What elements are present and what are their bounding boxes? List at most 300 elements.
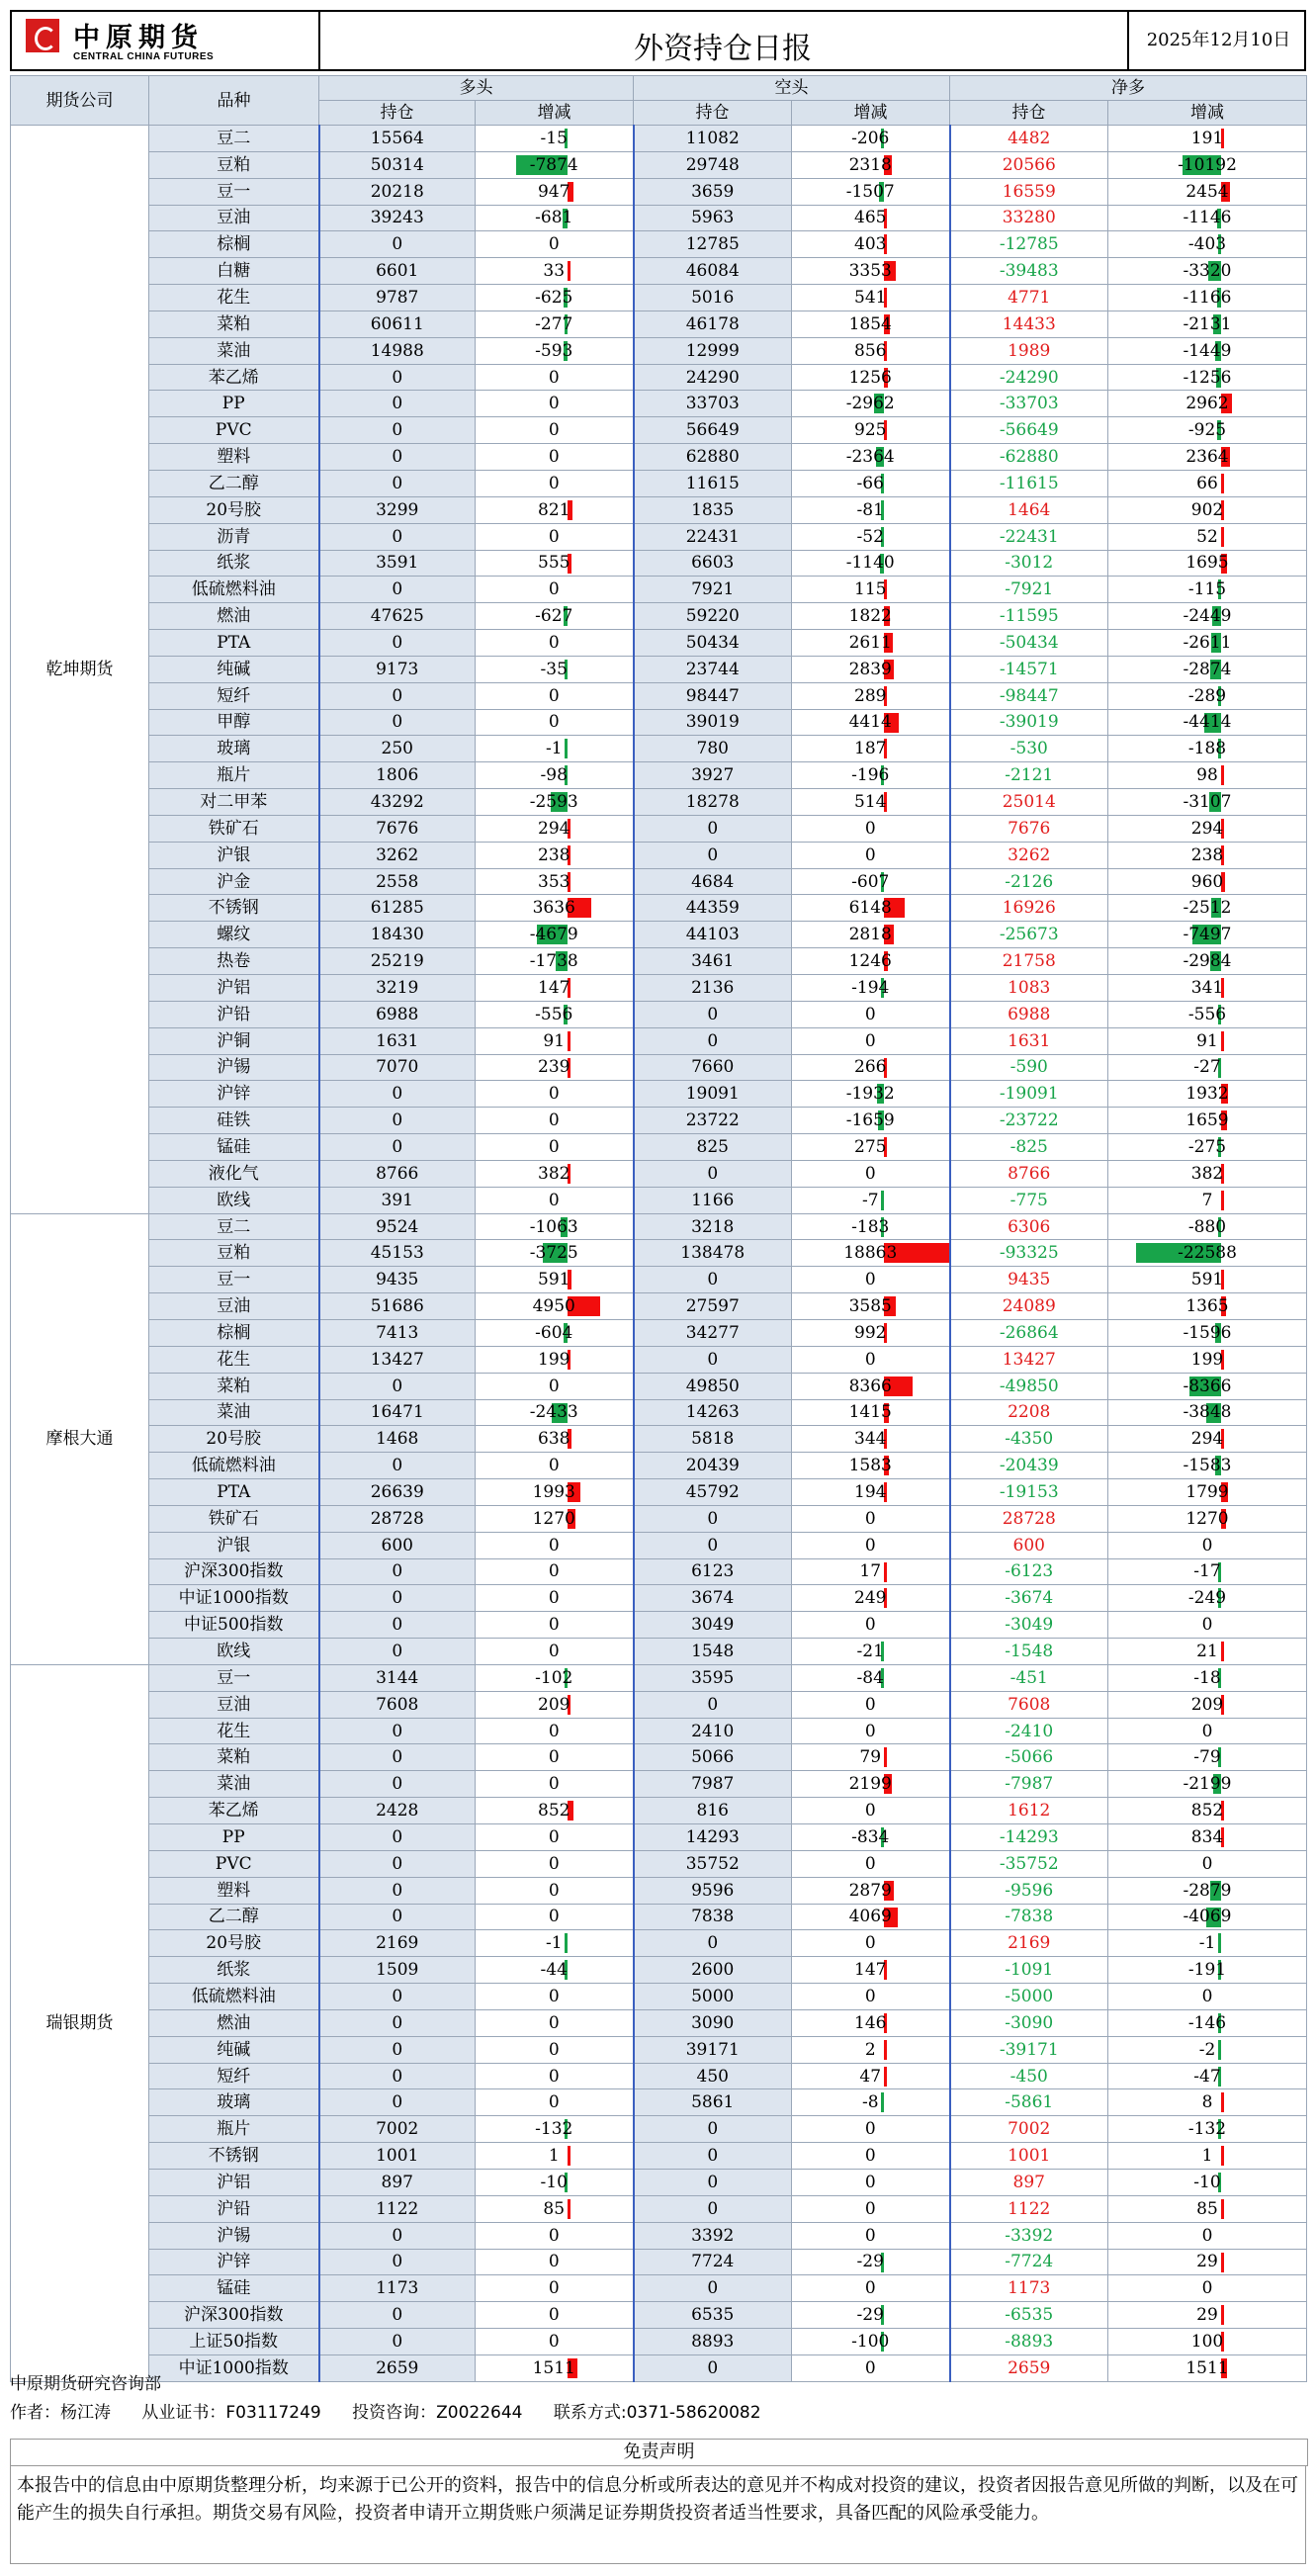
long-position: 14988 bbox=[319, 337, 476, 364]
long-change-value: 0 bbox=[548, 2305, 560, 2326]
long-position: 0 bbox=[319, 1373, 476, 1399]
header-short: 空头 bbox=[634, 76, 950, 101]
short-change bbox=[792, 311, 950, 337]
net-change bbox=[1108, 1612, 1307, 1639]
short-change-value: 2818 bbox=[848, 925, 892, 945]
short-change-value: 6148 bbox=[848, 898, 892, 919]
net-change-value: 66 bbox=[1196, 473, 1218, 493]
variety-name: 玻璃 bbox=[149, 736, 319, 762]
long-change bbox=[476, 151, 634, 178]
variety-name: 不锈钢 bbox=[149, 2143, 319, 2170]
net-position: 2208 bbox=[950, 1399, 1108, 1426]
short-change-value: 0 bbox=[864, 2278, 876, 2299]
short-change bbox=[792, 1505, 950, 1532]
header-long-chg: 增减 bbox=[476, 101, 634, 126]
short-change bbox=[792, 682, 950, 709]
long-change bbox=[476, 1957, 634, 1984]
table-row bbox=[11, 975, 1307, 1002]
net-change-value: 98 bbox=[1196, 765, 1218, 786]
short-change-value: 0 bbox=[864, 1349, 876, 1370]
variety-name: 豆油 bbox=[149, 205, 319, 231]
net-change bbox=[1108, 1108, 1307, 1134]
positive-bar bbox=[1221, 2092, 1224, 2112]
long-position: 20218 bbox=[319, 178, 476, 205]
table-row bbox=[11, 1001, 1307, 1027]
net-change bbox=[1108, 470, 1307, 496]
net-position: 25014 bbox=[950, 789, 1108, 816]
net-change bbox=[1108, 1877, 1307, 1904]
long-position: 0 bbox=[319, 1824, 476, 1851]
short-change bbox=[792, 2329, 950, 2355]
long-position: 1509 bbox=[319, 1957, 476, 1984]
short-change bbox=[792, 1718, 950, 1744]
net-change-value: -18 bbox=[1193, 1667, 1221, 1688]
short-position: 0 bbox=[634, 1346, 792, 1373]
long-change bbox=[476, 2302, 634, 2329]
net-change-value: 0 bbox=[1201, 1986, 1213, 2006]
table-row bbox=[11, 1240, 1307, 1267]
long-position: 0 bbox=[319, 1585, 476, 1612]
long-change bbox=[476, 789, 634, 816]
variety-name: 豆粕 bbox=[149, 151, 319, 178]
net-position: 1464 bbox=[950, 496, 1108, 523]
net-change bbox=[1108, 789, 1307, 816]
short-change bbox=[792, 1877, 950, 1904]
long-change bbox=[476, 1426, 634, 1453]
net-change bbox=[1108, 1213, 1307, 1240]
variety-name: 豆二 bbox=[149, 1213, 319, 1240]
long-position: 0 bbox=[319, 444, 476, 471]
net-change-value: -275 bbox=[1187, 1136, 1227, 1157]
short-position: 11082 bbox=[634, 126, 792, 152]
header-long-pos: 持仓 bbox=[319, 101, 476, 126]
net-change-value: 2962 bbox=[1185, 394, 1229, 414]
short-change-value: 266 bbox=[854, 1057, 887, 1078]
short-position: 780 bbox=[634, 736, 792, 762]
long-position: 9435 bbox=[319, 1267, 476, 1293]
short-position: 3461 bbox=[634, 948, 792, 975]
net-change-value: -2512 bbox=[1183, 898, 1232, 919]
net-position: -12785 bbox=[950, 231, 1108, 258]
long-position: 0 bbox=[319, 364, 476, 391]
net-change-value: -27 bbox=[1193, 1057, 1221, 1078]
long-change bbox=[476, 868, 634, 895]
long-change-value: -627 bbox=[535, 606, 573, 627]
table-row bbox=[11, 922, 1307, 948]
net-position: 1173 bbox=[950, 2275, 1108, 2302]
long-position: 25219 bbox=[319, 948, 476, 975]
long-change bbox=[476, 1453, 634, 1479]
long-position: 0 bbox=[319, 2329, 476, 2355]
short-change-value: 2879 bbox=[848, 1880, 892, 1901]
net-change-value: -1 bbox=[1198, 1933, 1216, 1954]
table-row bbox=[11, 1824, 1307, 1851]
net-change bbox=[1108, 682, 1307, 709]
table-row bbox=[11, 1744, 1307, 1771]
short-position: 35752 bbox=[634, 1850, 792, 1877]
net-change-value: 191 bbox=[1190, 128, 1224, 148]
net-position: 33280 bbox=[950, 205, 1108, 231]
short-change-value: -206 bbox=[851, 128, 890, 148]
short-change bbox=[792, 1691, 950, 1718]
net-change bbox=[1108, 1850, 1307, 1877]
net-change bbox=[1108, 126, 1307, 152]
short-position: 0 bbox=[634, 815, 792, 842]
long-change-value: 0 bbox=[548, 1880, 560, 1901]
long-change bbox=[476, 231, 634, 258]
long-change-value: 0 bbox=[548, 2252, 560, 2272]
net-change-value: -2874 bbox=[1183, 659, 1232, 679]
short-position: 0 bbox=[634, 1027, 792, 1054]
net-change-value: -2131 bbox=[1183, 313, 1232, 334]
long-position: 0 bbox=[319, 1904, 476, 1930]
long-change-value: 591 bbox=[538, 1270, 570, 1290]
short-position: 7660 bbox=[634, 1054, 792, 1081]
short-position: 2410 bbox=[634, 1718, 792, 1744]
long-change-value: 0 bbox=[548, 2278, 560, 2299]
short-change bbox=[792, 815, 950, 842]
net-change-value: 834 bbox=[1190, 1826, 1224, 1847]
net-position: -3674 bbox=[950, 1585, 1108, 1612]
short-change bbox=[792, 1824, 950, 1851]
variety-name: 中证500指数 bbox=[149, 1612, 319, 1639]
net-position: 7608 bbox=[950, 1691, 1108, 1718]
net-change-value: 0 bbox=[1201, 1853, 1213, 1874]
net-change bbox=[1108, 2169, 1307, 2195]
net-change-value: 1695 bbox=[1185, 553, 1229, 574]
short-change-value: 1246 bbox=[848, 951, 892, 972]
net-position: 1612 bbox=[950, 1798, 1108, 1824]
net-position: 28728 bbox=[950, 1505, 1108, 1532]
table-row bbox=[11, 1346, 1307, 1373]
short-change-value: -29 bbox=[856, 2252, 884, 2272]
variety-name: 塑料 bbox=[149, 444, 319, 471]
short-position: 19091 bbox=[634, 1081, 792, 1108]
short-change-value: -196 bbox=[851, 765, 890, 786]
short-change bbox=[792, 842, 950, 868]
positive-bar bbox=[1221, 2253, 1224, 2272]
net-change bbox=[1108, 1054, 1307, 1081]
net-change-value: -10 bbox=[1193, 2172, 1221, 2192]
long-change-value: 0 bbox=[548, 1376, 560, 1396]
long-change bbox=[476, 1639, 634, 1665]
variety-name: 菜油 bbox=[149, 1399, 319, 1426]
net-position: -26864 bbox=[950, 1319, 1108, 1346]
long-position: 600 bbox=[319, 1532, 476, 1558]
net-position: -23722 bbox=[950, 1108, 1108, 1134]
long-position: 0 bbox=[319, 2036, 476, 2063]
net-change bbox=[1108, 1558, 1307, 1585]
net-position: 600 bbox=[950, 1532, 1108, 1558]
negative-bar bbox=[565, 739, 568, 758]
positive-bar bbox=[884, 1747, 887, 1767]
long-change-value: 353 bbox=[538, 871, 570, 892]
table-row bbox=[11, 205, 1307, 231]
long-change bbox=[476, 656, 634, 682]
short-position: 22431 bbox=[634, 523, 792, 550]
long-change bbox=[476, 391, 634, 417]
long-change-value: 0 bbox=[548, 1826, 560, 1847]
short-change bbox=[792, 1108, 950, 1134]
net-change bbox=[1108, 975, 1307, 1002]
long-position: 43292 bbox=[319, 789, 476, 816]
short-position: 3674 bbox=[634, 1585, 792, 1612]
short-position: 98447 bbox=[634, 682, 792, 709]
long-change bbox=[476, 1054, 634, 1081]
net-position: -3012 bbox=[950, 550, 1108, 577]
net-change bbox=[1108, 151, 1307, 178]
net-change-value: 341 bbox=[1190, 977, 1224, 998]
long-change bbox=[476, 762, 634, 789]
net-change-value: -7497 bbox=[1183, 925, 1232, 945]
short-position: 29748 bbox=[634, 151, 792, 178]
net-position: -3392 bbox=[950, 2222, 1108, 2249]
short-position: 44359 bbox=[634, 895, 792, 922]
long-change-value: 0 bbox=[548, 1615, 560, 1636]
long-change bbox=[476, 2249, 634, 2275]
long-position: 0 bbox=[319, 1453, 476, 1479]
table-row bbox=[11, 895, 1307, 922]
long-change bbox=[476, 205, 634, 231]
net-position: -11615 bbox=[950, 470, 1108, 496]
variety-name: 瓶片 bbox=[149, 762, 319, 789]
long-position: 7608 bbox=[319, 1691, 476, 1718]
long-change-value: -44 bbox=[540, 1960, 568, 1981]
net-position: 1989 bbox=[950, 337, 1108, 364]
long-position: 0 bbox=[319, 523, 476, 550]
variety-name: 低硫燃料油 bbox=[149, 1984, 319, 2010]
net-change-value: 0 bbox=[1201, 1721, 1213, 1741]
short-change bbox=[792, 1664, 950, 1691]
net-change-value: 0 bbox=[1201, 2225, 1213, 2246]
table-row bbox=[11, 1054, 1307, 1081]
net-change bbox=[1108, 1532, 1307, 1558]
net-change bbox=[1108, 1373, 1307, 1399]
long-change bbox=[476, 842, 634, 868]
variety-name: PP bbox=[149, 1824, 319, 1851]
table-row bbox=[11, 337, 1307, 364]
short-change-value: 465 bbox=[854, 208, 887, 228]
long-change bbox=[476, 975, 634, 1002]
short-change-value: 4414 bbox=[848, 712, 892, 733]
long-position: 0 bbox=[319, 682, 476, 709]
long-position: 0 bbox=[319, 2063, 476, 2089]
short-position: 12999 bbox=[634, 337, 792, 364]
long-change bbox=[476, 1877, 634, 1904]
table-row bbox=[11, 815, 1307, 842]
long-change bbox=[476, 126, 634, 152]
long-position: 9787 bbox=[319, 285, 476, 311]
short-change-value: 0 bbox=[864, 2146, 876, 2167]
net-change bbox=[1108, 1824, 1307, 1851]
long-position: 0 bbox=[319, 1744, 476, 1771]
short-change-value: 3353 bbox=[848, 261, 892, 282]
net-position: 21758 bbox=[950, 948, 1108, 975]
net-change-value: -2879 bbox=[1183, 1880, 1232, 1901]
short-change-value: -194 bbox=[851, 977, 890, 998]
short-position: 825 bbox=[634, 1134, 792, 1161]
net-position: -1548 bbox=[950, 1639, 1108, 1665]
short-change bbox=[792, 577, 950, 603]
long-change bbox=[476, 1081, 634, 1108]
net-change-value: 209 bbox=[1190, 1694, 1224, 1715]
net-change bbox=[1108, 2302, 1307, 2329]
long-change bbox=[476, 2116, 634, 2143]
variety-name: 豆一 bbox=[149, 178, 319, 205]
variety-name: 中证1000指数 bbox=[149, 1585, 319, 1612]
short-position: 2136 bbox=[634, 975, 792, 1002]
long-position: 39243 bbox=[319, 205, 476, 231]
company-name: 乾坤期货 bbox=[11, 126, 149, 1214]
net-change bbox=[1108, 895, 1307, 922]
net-change bbox=[1108, 178, 1307, 205]
net-change bbox=[1108, 1639, 1307, 1665]
net-position: 1083 bbox=[950, 975, 1108, 1002]
header-long: 多头 bbox=[319, 76, 634, 101]
short-change bbox=[792, 2143, 950, 2170]
positive-bar bbox=[1221, 527, 1224, 547]
table-row bbox=[11, 762, 1307, 789]
long-change-value: 0 bbox=[548, 1190, 560, 1210]
variety-name: 短纤 bbox=[149, 2063, 319, 2089]
variety-name: 沪银 bbox=[149, 1532, 319, 1558]
short-change-value: 0 bbox=[864, 1535, 876, 1555]
long-change-value: 199 bbox=[538, 1349, 570, 1370]
long-position: 18430 bbox=[319, 922, 476, 948]
net-change-value: 0 bbox=[1201, 2278, 1213, 2299]
positive-bar bbox=[884, 2040, 887, 2060]
table-row bbox=[11, 2009, 1307, 2036]
short-change-value: 0 bbox=[864, 2198, 876, 2219]
net-change-value: 294 bbox=[1190, 1429, 1224, 1450]
variety-name: PVC bbox=[149, 1850, 319, 1877]
long-change-value: 209 bbox=[538, 1694, 570, 1715]
long-change bbox=[476, 1771, 634, 1798]
variety-name: 沥青 bbox=[149, 523, 319, 550]
net-change bbox=[1108, 709, 1307, 736]
table-row bbox=[11, 417, 1307, 444]
net-position: -19153 bbox=[950, 1479, 1108, 1506]
net-change bbox=[1108, 1240, 1307, 1267]
long-change-value: -132 bbox=[535, 2119, 573, 2140]
long-change bbox=[476, 1319, 634, 1346]
table-row bbox=[11, 1984, 1307, 2010]
net-position: -49850 bbox=[950, 1373, 1108, 1399]
net-change bbox=[1108, 2275, 1307, 2302]
short-position: 23722 bbox=[634, 1108, 792, 1134]
long-change bbox=[476, 523, 634, 550]
net-change bbox=[1108, 444, 1307, 471]
short-change bbox=[792, 1930, 950, 1957]
long-change bbox=[476, 709, 634, 736]
short-position: 5066 bbox=[634, 1744, 792, 1771]
short-change-value: 992 bbox=[854, 1322, 887, 1343]
short-change bbox=[792, 736, 950, 762]
table-row bbox=[11, 285, 1307, 311]
short-change bbox=[792, 1293, 950, 1320]
net-position: -530 bbox=[950, 736, 1108, 762]
net-change bbox=[1108, 868, 1307, 895]
net-change-value: 1799 bbox=[1185, 1481, 1229, 1502]
short-change bbox=[792, 2036, 950, 2063]
short-change-value: 925 bbox=[854, 420, 887, 441]
long-change-value: 947 bbox=[538, 181, 570, 202]
long-position: 26639 bbox=[319, 1479, 476, 1506]
net-change-value: -556 bbox=[1187, 1004, 1227, 1024]
short-change bbox=[792, 2089, 950, 2116]
long-change-value: 0 bbox=[548, 473, 560, 493]
net-change-value: -1146 bbox=[1183, 208, 1232, 228]
footer-contact: 联系方式:0371-58620082 bbox=[553, 2403, 761, 2423]
long-position: 16471 bbox=[319, 1399, 476, 1426]
variety-name: 棕榈 bbox=[149, 231, 319, 258]
long-position: 3262 bbox=[319, 842, 476, 868]
short-change bbox=[792, 205, 950, 231]
short-position: 34277 bbox=[634, 1319, 792, 1346]
long-change-value: 1993 bbox=[532, 1481, 575, 1502]
variety-name: 豆一 bbox=[149, 1664, 319, 1691]
net-change-value: 7 bbox=[1201, 1190, 1213, 1210]
header-company: 期货公司 bbox=[11, 76, 149, 126]
long-change-value: 0 bbox=[548, 1721, 560, 1741]
net-change bbox=[1108, 656, 1307, 682]
short-change-value: 147 bbox=[854, 1960, 887, 1981]
short-change bbox=[792, 523, 950, 550]
long-position: 1631 bbox=[319, 1027, 476, 1054]
short-change bbox=[792, 151, 950, 178]
long-position: 0 bbox=[319, 1639, 476, 1665]
net-change bbox=[1108, 1001, 1307, 1027]
net-change bbox=[1108, 1479, 1307, 1506]
short-change-value: 403 bbox=[854, 234, 887, 255]
short-change bbox=[792, 1027, 950, 1054]
long-position: 0 bbox=[319, 2249, 476, 2275]
short-change bbox=[792, 1612, 950, 1639]
net-change-value: 960 bbox=[1190, 871, 1224, 892]
table-row bbox=[11, 1639, 1307, 1665]
net-change-value: -2449 bbox=[1183, 606, 1232, 627]
net-change-value: -17 bbox=[1193, 1561, 1221, 1582]
net-change-value: 29 bbox=[1196, 2305, 1218, 2326]
long-change-value: -10 bbox=[540, 2172, 568, 2192]
short-change-value: 275 bbox=[854, 1136, 887, 1157]
short-change bbox=[792, 2302, 950, 2329]
net-position: -9596 bbox=[950, 1877, 1108, 1904]
net-change-value: -403 bbox=[1187, 234, 1227, 255]
long-change bbox=[476, 337, 634, 364]
long-change bbox=[476, 1399, 634, 1426]
net-change-value: -880 bbox=[1187, 1216, 1227, 1237]
long-change bbox=[476, 948, 634, 975]
net-change bbox=[1108, 1426, 1307, 1453]
net-change bbox=[1108, 1930, 1307, 1957]
short-change-value: 4069 bbox=[848, 1907, 892, 1927]
logo-cn-text: 中原期货 bbox=[73, 23, 204, 53]
long-change bbox=[476, 2169, 634, 2195]
short-position: 24290 bbox=[634, 364, 792, 391]
long-position: 0 bbox=[319, 1771, 476, 1798]
long-change bbox=[476, 178, 634, 205]
net-change-value: -3107 bbox=[1183, 792, 1232, 813]
long-change bbox=[476, 736, 634, 762]
long-change-value: 821 bbox=[538, 499, 570, 520]
long-change bbox=[476, 1134, 634, 1161]
table-row bbox=[11, 1426, 1307, 1453]
short-change bbox=[792, 1213, 950, 1240]
table-row bbox=[11, 682, 1307, 709]
variety-name: 沪银 bbox=[149, 842, 319, 868]
long-change bbox=[476, 1798, 634, 1824]
